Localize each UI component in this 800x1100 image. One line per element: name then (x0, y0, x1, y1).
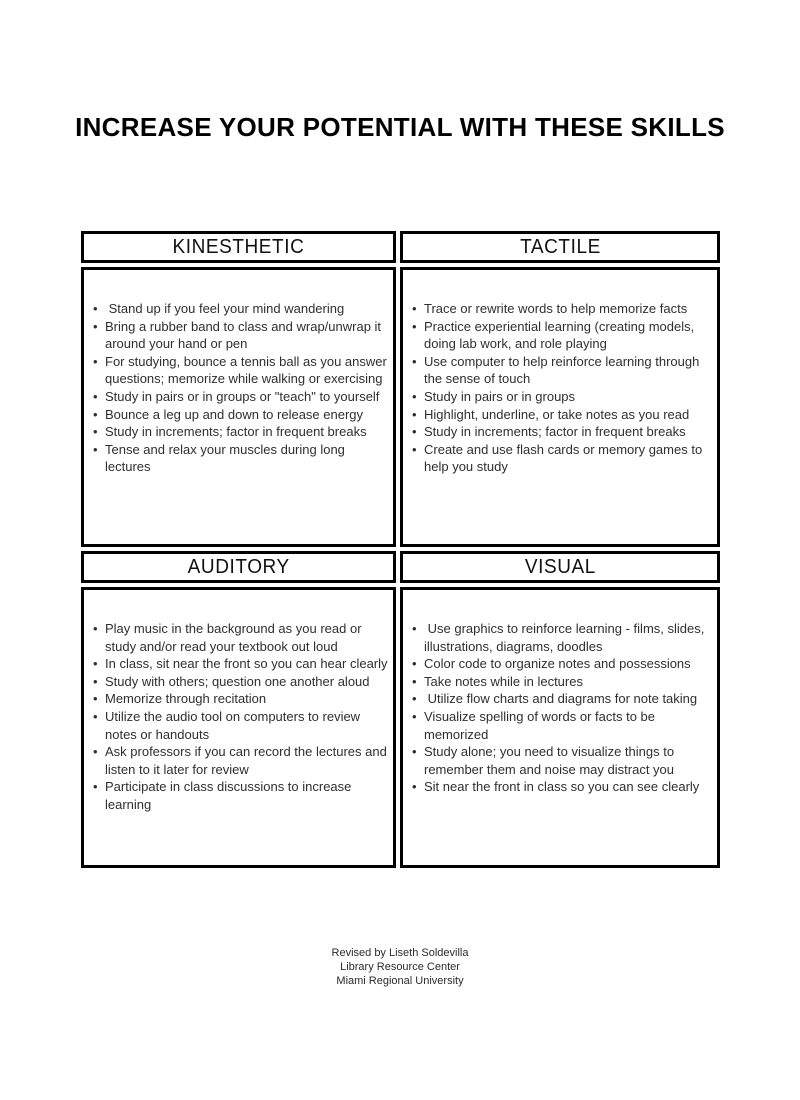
footer-line-university: Miami Regional University (336, 975, 464, 987)
quadrant-header-visual (400, 551, 720, 583)
tip-item: • Study with others; question one another aloud (90, 673, 390, 691)
quadrant-header-auditory (81, 551, 396, 583)
quadrant-header-tactile (400, 231, 720, 263)
tip-item: • Visualize spelling of words or facts to be memorized (409, 708, 714, 743)
tip-item: • Create and use flash cards or memory games to help you study (409, 441, 714, 476)
quadrant-title-visual: VISUAL (524, 555, 596, 578)
quadrant-header-kinesthetic (81, 231, 396, 263)
quadrant-auditory (81, 551, 396, 868)
tip-item: • Tense and relax your muscles during long lectures (90, 441, 390, 476)
tip-item: • Study in increments; factor in frequent breaks (90, 423, 390, 441)
tip-item: • Bring a rubber band to class and wrap/unwrap it around your hand or pen (90, 318, 390, 353)
tip-item: • Practice experiential learning (creating models, doing lab work, and role playing (409, 318, 714, 353)
quadrant-title-tactile: TACTILE (519, 235, 601, 258)
quadrant-visual (400, 551, 720, 868)
quadrant-tactile (400, 231, 720, 547)
footer-line-revised-by: Revised by Liseth Soldevilla (331, 947, 469, 959)
tip-item: • Sit near the front in class so you can see clearly (409, 778, 714, 796)
tip-item: • Study in increments; factor in frequent breaks (409, 423, 714, 441)
tip-list-auditory (90, 620, 390, 814)
quadrant-body-kinesthetic (81, 267, 396, 547)
tip-item: • Ask professors if you can record the lectures and listen to it later for review (90, 743, 390, 778)
tip-item: • Trace or rewrite words to help memorize facts (409, 300, 714, 318)
tip-item: • Stand up if you feel your mind wandering (90, 300, 390, 318)
tip-item: • Utilize the audio tool on computers to review notes or handouts (90, 708, 390, 743)
tip-item: • Participate in class discussions to increase learning (90, 778, 390, 813)
tip-list-visual (409, 620, 714, 796)
quadrant-title-kinesthetic: KINESTHETIC (172, 235, 305, 258)
quadrant-body-tactile (400, 267, 720, 547)
footer (0, 946, 800, 988)
tip-item: • Use computer to help reinforce learning through the sense of touch (409, 353, 714, 388)
tip-list-tactile (409, 300, 714, 476)
page-title: INCREASE YOUR POTENTIAL WITH THESE SKILLS (75, 112, 725, 142)
quadrant-body-visual (400, 587, 720, 868)
tip-item: • Highlight, underline, or take notes as you read (409, 406, 714, 424)
tip-item: • Utilize flow charts and diagrams for note taking (409, 690, 714, 708)
learning-styles-grid (81, 231, 720, 868)
quadrant-title-auditory: AUDITORY (187, 555, 290, 578)
tip-item: • Bounce a leg up and down to release energy (90, 406, 390, 424)
tip-item: • Study alone; you need to visualize things to remember them and noise may distract you (409, 743, 714, 778)
tip-item: • Study in pairs or in groups or "teach" to yourself (90, 388, 390, 406)
quadrant-kinesthetic (81, 231, 396, 547)
tip-item: • Color code to organize notes and possessions (409, 655, 714, 673)
quadrant-body-auditory (81, 587, 396, 868)
footer-line-department: Library Resource Center (340, 961, 460, 973)
tip-item: • For studying, bounce a tennis ball as you answer questions; memorize while walking or exercising (90, 353, 390, 388)
tip-item: • Take notes while in lectures (409, 673, 714, 691)
tip-item: • Use graphics to reinforce learning - films, slides, illustrations, diagrams, doodles (409, 620, 714, 655)
tip-list-kinesthetic (90, 300, 390, 476)
tip-item: • Memorize through recitation (90, 690, 390, 708)
tip-item: • In class, sit near the front so you can hear clearly (90, 655, 390, 673)
tip-item: • Study in pairs or in groups (409, 388, 714, 406)
tip-item: • Play music in the background as you read or study and/or read your textbook out loud (90, 620, 390, 655)
